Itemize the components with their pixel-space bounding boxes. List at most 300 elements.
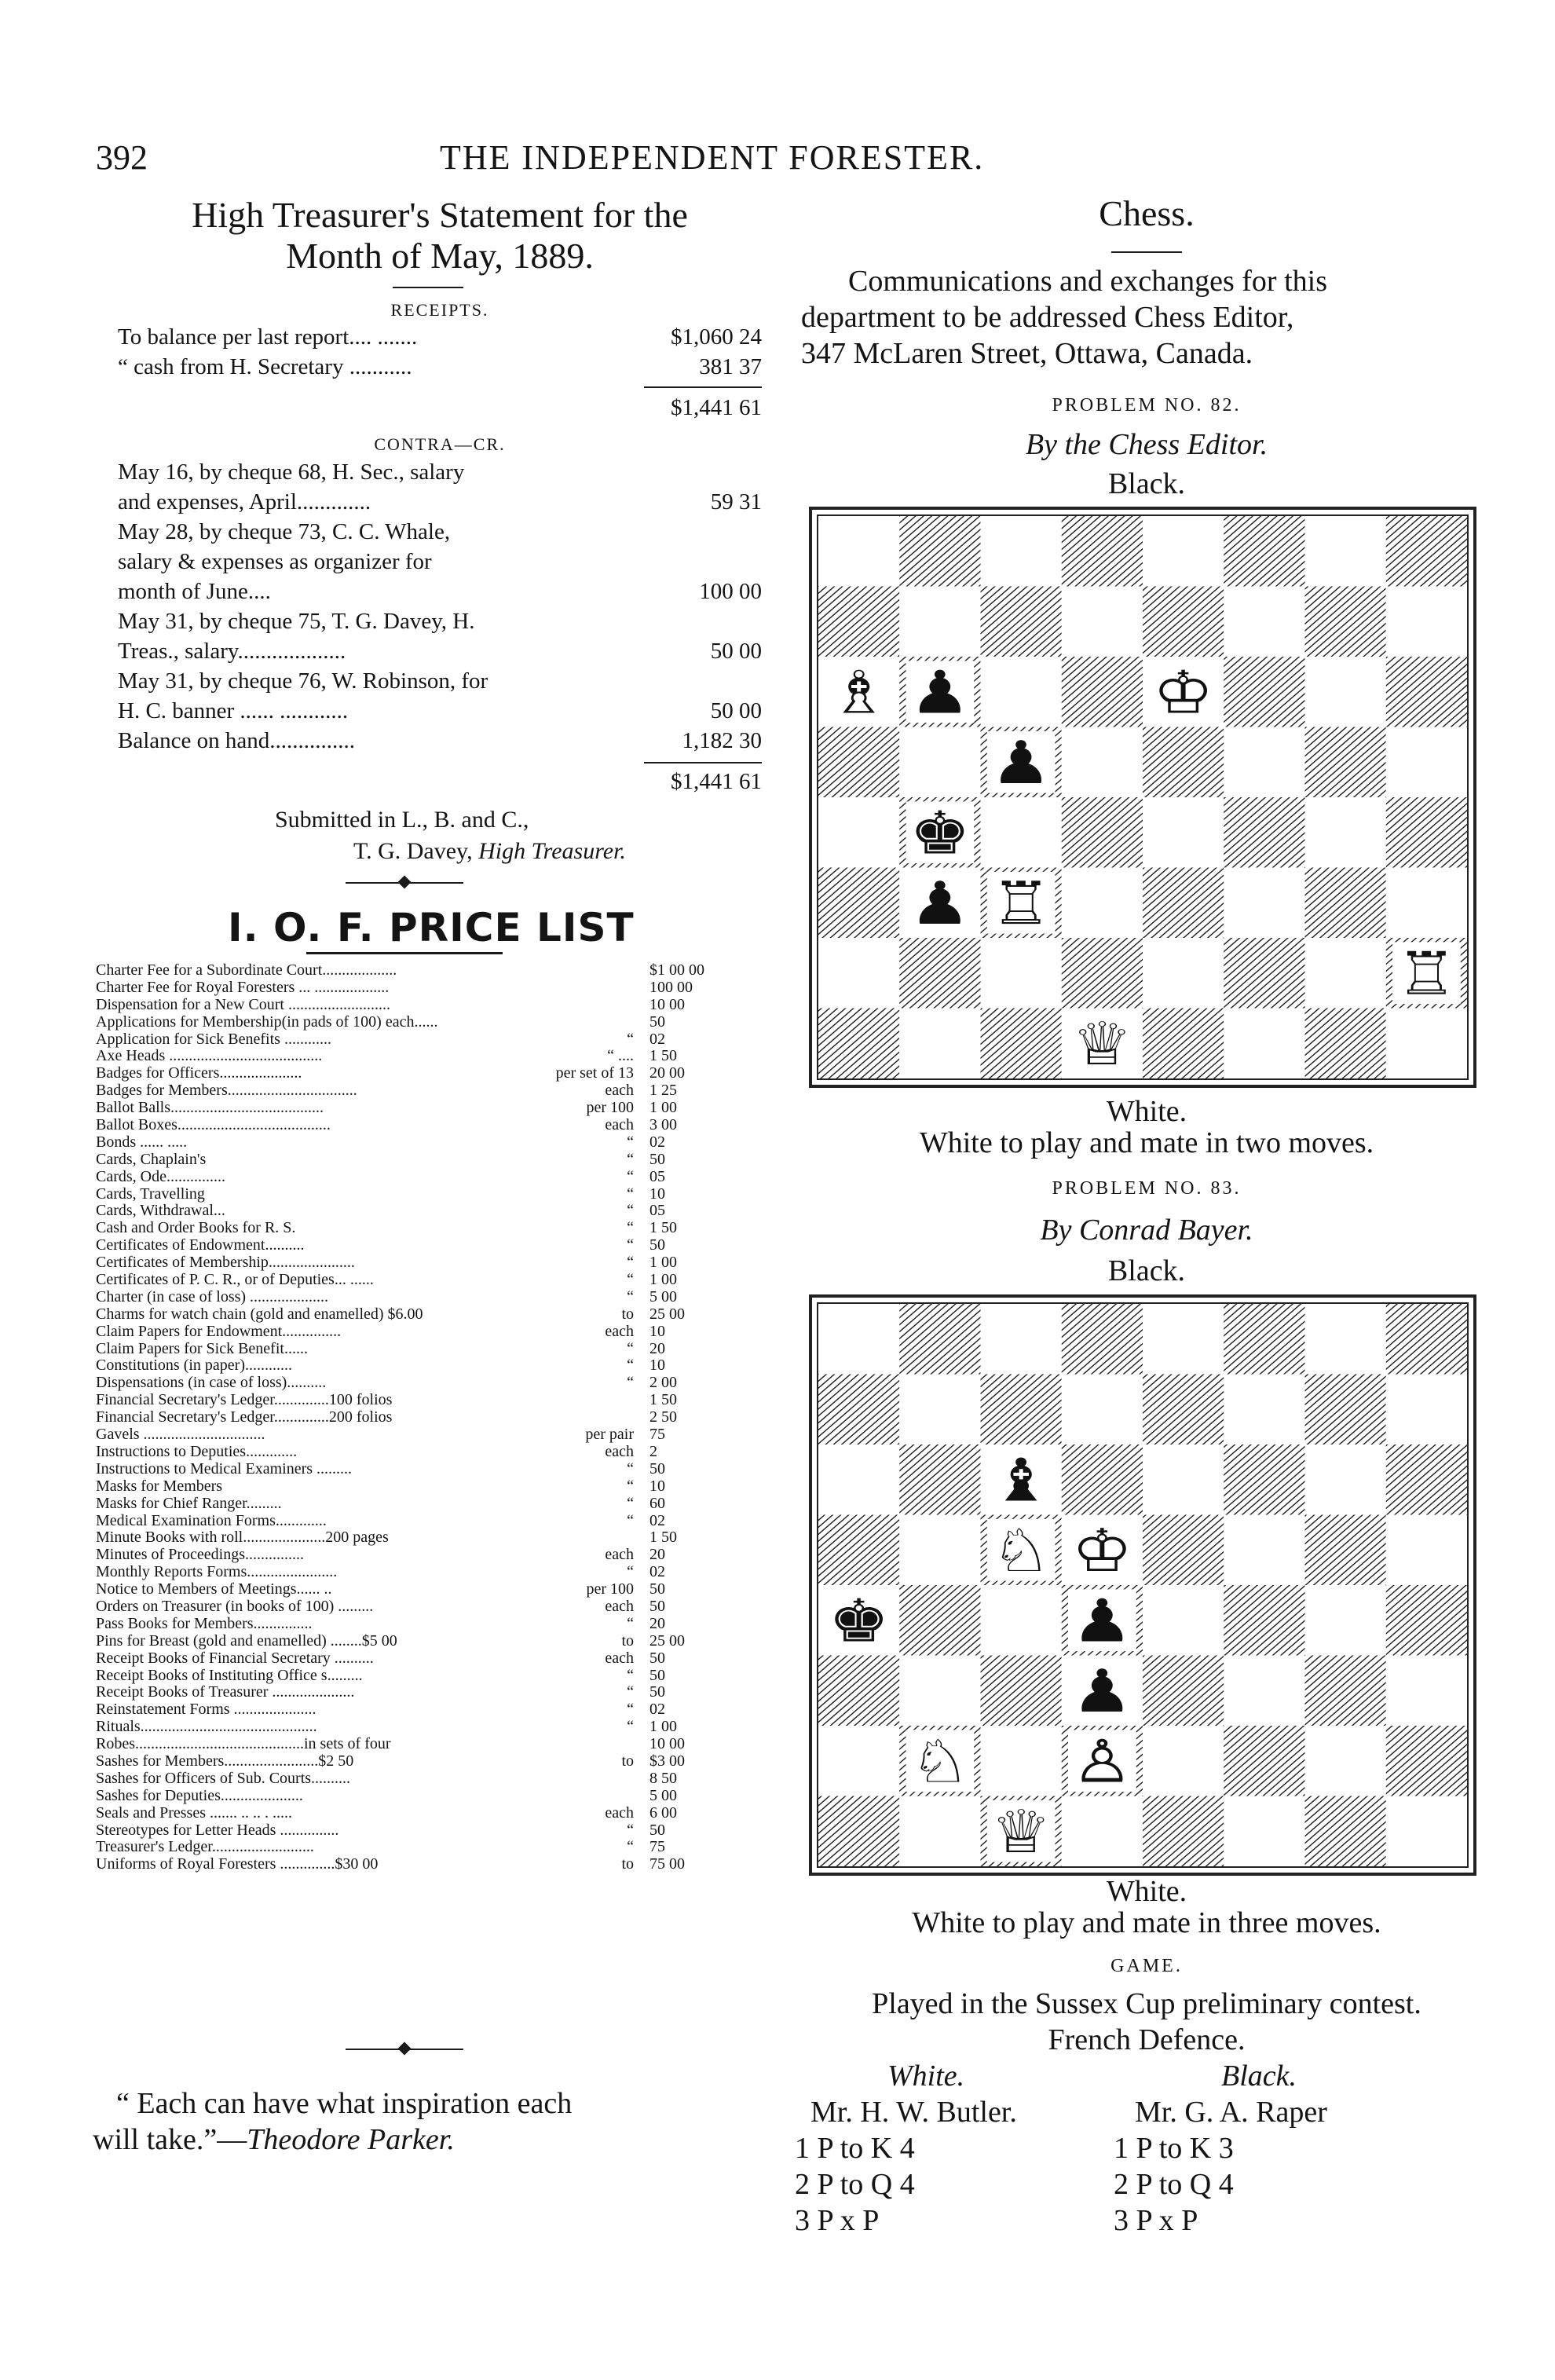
price-item-unit: each <box>605 1650 634 1667</box>
price-item-name: Gavels ............................... <box>96 1426 265 1444</box>
price-item-price: 10 <box>649 1357 665 1375</box>
contra-total-row <box>118 756 762 804</box>
dark-square <box>1143 587 1224 657</box>
price-item-name: Uniforms of Royal Foresters ..............$30 00 <box>96 1856 379 1873</box>
price-list-row <box>96 1289 736 1306</box>
price-item-unit: each <box>605 1804 634 1822</box>
price-list-row <box>96 1272 736 1289</box>
price-list-row <box>96 1805 736 1822</box>
price-list-row <box>96 1564 736 1581</box>
price-list-row <box>96 1822 736 1840</box>
page-number: 392 <box>96 138 148 177</box>
light-square <box>981 657 1062 727</box>
chess-piece: ♕ <box>1071 1010 1133 1078</box>
price-list-row <box>96 1048 736 1065</box>
price-list-title: I. O. F. PRICE LIST <box>228 905 635 950</box>
game-black-player: Mr. G. A. Raper <box>1135 2096 1327 2129</box>
statement-title-line2: Month of May, 1889. <box>286 236 594 276</box>
price-list-row <box>96 1719 736 1736</box>
price-item-price: 02 <box>649 1512 665 1529</box>
price-list-row <box>96 1306 736 1324</box>
light-square <box>899 1515 980 1586</box>
light-square <box>899 1656 980 1726</box>
price-item-name: Charms for watch chain (gold and enamelled) $6.00 <box>96 1305 423 1323</box>
dark-square <box>981 1375 1062 1445</box>
light-square <box>1305 1726 1386 1796</box>
chess-title: Chess. <box>1099 193 1195 233</box>
price-item-unit: “ <box>627 1254 634 1272</box>
price-item-unit: “ <box>627 1203 634 1220</box>
price-item-unit: “ <box>627 1133 634 1151</box>
chess-intro <box>801 263 1492 372</box>
price-item-name: Claim Papers for Endowment............... <box>96 1323 342 1340</box>
light-square <box>1305 938 1386 1009</box>
signature-title: High Treasurer. <box>478 838 626 864</box>
light-square <box>1224 868 1304 939</box>
price-item-unit: “ <box>627 1460 634 1477</box>
contra-heading: CONTRA—CR. <box>374 434 506 454</box>
dark-square <box>1062 657 1143 727</box>
light-square <box>1062 587 1143 657</box>
price-item-name: Cash and Order Books for R. S. <box>96 1220 296 1237</box>
chess-piece: ♙ <box>1071 1728 1133 1797</box>
price-item-unit: “ <box>627 1272 634 1289</box>
dark-square <box>1305 727 1386 798</box>
price-item-unit: each <box>605 1547 634 1564</box>
dark-square <box>1305 1515 1386 1586</box>
receipts-total-row <box>118 382 762 432</box>
chess-piece: ♟ <box>909 870 971 939</box>
price-item-name: Treasurer's Ledger.......................... <box>96 1839 314 1856</box>
light-square <box>1143 1444 1224 1515</box>
dark-square <box>1143 1009 1224 1079</box>
dark-square <box>1062 1304 1143 1375</box>
ornament-diamond <box>398 2042 412 2056</box>
price-item-name: Dispensation for a New Court .......................... <box>96 996 390 1013</box>
game-white-moves <box>795 2130 1125 2239</box>
light-square <box>818 938 899 1009</box>
chess-piece: ♕ <box>990 1798 1052 1866</box>
price-list-row <box>96 997 736 1014</box>
dark-square <box>1224 1444 1304 1515</box>
price-list-row <box>96 1152 736 1169</box>
price-title-underline <box>306 952 503 954</box>
price-item-price: 1 50 <box>649 1392 677 1409</box>
price-list-row <box>96 1788 736 1805</box>
problem-82-white-label: White. <box>1106 1095 1187 1128</box>
signature <box>118 836 762 867</box>
price-list-row <box>96 979 736 997</box>
light-square <box>1062 868 1143 939</box>
dark-square <box>981 1656 1062 1726</box>
price-item-name: Certificates of Endowment.......... <box>96 1237 305 1254</box>
move-white: 3 P x P <box>795 2204 880 2237</box>
light-square <box>1386 1009 1467 1079</box>
price-item-name: Certificates of P. C. R., or of Deputies... ...... <box>96 1272 374 1289</box>
running-title: THE INDEPENDENT FORESTER. <box>440 138 985 177</box>
price-item-price: $1 00 00 <box>649 962 704 979</box>
price-item-unit: per 100 <box>586 1100 634 1117</box>
dark-square <box>1386 657 1467 727</box>
price-item-price: 50 <box>649 1822 665 1839</box>
price-item-price: 3 00 <box>649 1117 677 1134</box>
price-item-name: Seals and Presses ....... .. .. . ..... <box>96 1804 292 1822</box>
light-square <box>1062 1375 1143 1445</box>
light-square <box>1224 1009 1304 1079</box>
price-item-name: Masks for Members <box>96 1477 223 1495</box>
move-black: 2 P to Q 4 <box>1114 2168 1234 2201</box>
price-item-name: Cards, Withdrawal... <box>96 1203 225 1220</box>
dark-square <box>1062 516 1143 587</box>
light-square <box>981 516 1062 587</box>
dark-square <box>1062 938 1143 1009</box>
dark-square <box>1305 1656 1386 1726</box>
price-item-name: Sashes for Members........................$2 50 <box>96 1752 354 1770</box>
price-item-price: 10 <box>649 1323 665 1340</box>
price-item-unit: to <box>621 1305 634 1323</box>
price-item-name: Pins for Breast (gold and enamelled) ........$5 00 <box>96 1632 397 1650</box>
price-item-unit: “ <box>627 1667 634 1684</box>
chess-piece: ♖ <box>1396 940 1458 1009</box>
statement-title <box>118 195 762 276</box>
light-square <box>1305 516 1386 587</box>
price-list-row <box>96 1186 736 1203</box>
quote-line1: “ Each can have what inspiration each <box>116 2087 573 2120</box>
chess-intro-line: department to be addressed Chess Editor, <box>801 301 1294 334</box>
price-item-unit: per set of 13 <box>555 1065 634 1082</box>
price-item-name: Charter Fee for Royal Foresters ... ................... <box>96 979 390 996</box>
chess-piece: ♔ <box>1071 1517 1133 1586</box>
price-list-row <box>96 1496 736 1513</box>
chess-piece: ♚ <box>909 800 971 869</box>
price-item-unit: “ <box>627 1288 634 1305</box>
light-square <box>1386 587 1467 657</box>
price-list-row <box>96 1082 736 1100</box>
light-square <box>981 1726 1062 1796</box>
price-item-price: 8 50 <box>649 1770 677 1787</box>
chess-piece: ♘ <box>990 1517 1052 1586</box>
price-item-name: Financial Secretary's Ledger..............100 folios <box>96 1392 393 1409</box>
chess-piece: ♟ <box>909 659 971 728</box>
price-list-row <box>96 1581 736 1598</box>
price-item-price: 10 00 <box>649 1736 685 1753</box>
price-item-unit: “ <box>627 1839 634 1856</box>
price-list-row <box>96 1426 736 1444</box>
price-item-price: 50 <box>649 1650 665 1667</box>
price-item-price: 2 <box>649 1443 657 1460</box>
light-square <box>981 797 1062 868</box>
price-item-price: 5 00 <box>649 1787 677 1804</box>
price-item-name: Sashes for Officers of Sub. Courts.......... <box>96 1770 351 1787</box>
total-rule <box>644 386 762 388</box>
price-list-row <box>96 1065 736 1082</box>
price-item-name: Rituals............................................. <box>96 1719 317 1736</box>
move-white: 2 P to Q 4 <box>795 2168 915 2201</box>
price-item-price: 1 00 <box>649 1254 677 1272</box>
price-list-row <box>96 1668 736 1685</box>
price-item-unit: each <box>605 1443 634 1460</box>
price-item-price: 1 00 <box>649 1719 677 1736</box>
ornament-diamond <box>398 876 412 889</box>
light-square <box>1143 516 1224 587</box>
price-item-name: Cards, Travelling <box>96 1185 205 1203</box>
price-list-row <box>96 1753 736 1770</box>
price-item-unit: per 100 <box>586 1581 634 1598</box>
dark-square <box>1143 1796 1224 1867</box>
price-item-price: 02 <box>649 1564 665 1581</box>
problem-83-caption: White to play and mate in three moves. <box>912 1906 1381 1939</box>
dark-square <box>1386 797 1467 868</box>
price-item-name: Receipt Books of Financial Secretary .......... <box>96 1650 374 1667</box>
price-list-row <box>96 1770 736 1788</box>
price-item-name: Applications for Membership(in pads of 100) each...... <box>96 1013 438 1031</box>
problem-83-author: By Conrad Bayer. <box>1040 1214 1253 1247</box>
dark-square <box>1386 1585 1467 1656</box>
price-list-row <box>96 1100 736 1117</box>
light-square <box>818 1444 899 1515</box>
dark-square <box>899 938 980 1009</box>
dark-square <box>1224 797 1304 868</box>
price-item-price: 05 <box>649 1203 665 1220</box>
price-item-name: Stereotypes for Letter Heads ............... <box>96 1822 339 1839</box>
light-square <box>1305 797 1386 868</box>
receipts-total: $1,441 61 <box>671 395 762 420</box>
price-item-price: 2 50 <box>649 1409 677 1426</box>
dark-square <box>1062 1444 1143 1515</box>
problem-83-white-label: White. <box>1106 1875 1187 1908</box>
problem-82-label: PROBLEM NO. 82. <box>1052 395 1242 416</box>
chess-intro-line: Communications and exchanges for this <box>848 265 1327 298</box>
dark-square <box>1305 587 1386 657</box>
light-square <box>1224 727 1304 798</box>
light-square <box>1143 1585 1224 1656</box>
price-item-name: Constitutions (in paper)............ <box>96 1357 292 1375</box>
price-item-unit: “ <box>627 1375 634 1392</box>
price-list-row <box>96 1547 736 1564</box>
price-item-unit: to <box>621 1856 634 1873</box>
light-square <box>818 1726 899 1796</box>
dark-square <box>818 1796 899 1867</box>
price-list-row <box>96 1203 736 1220</box>
light-square <box>1386 868 1467 939</box>
price-list-row <box>96 1375 736 1392</box>
dark-square <box>1305 1375 1386 1445</box>
price-item-name: Receipt Books of Instituting Office s......... <box>96 1667 363 1684</box>
price-list-row <box>96 1254 736 1272</box>
price-list-row <box>96 1117 736 1134</box>
light-square <box>1062 1796 1143 1867</box>
running-header <box>0 137 1555 185</box>
problem-82-caption: White to play and mate in two moves. <box>919 1126 1374 1159</box>
price-item-unit: “ <box>627 1701 634 1719</box>
dark-square <box>1224 657 1304 727</box>
light-square <box>1143 797 1224 868</box>
contra-list <box>118 457 762 756</box>
price-item-name: Bonds ...... ..... <box>96 1133 188 1151</box>
quote <box>93 2085 768 2158</box>
light-square <box>981 938 1062 1009</box>
contra-entry: May 28, by cheque 73, C. C. Whale, salary & expenses as organizer for month of June.... 100 00 <box>118 519 762 604</box>
contra-entry: May 31, by cheque 75, T. G. Davey, H. Treas., salary................... 50 00 <box>118 609 762 664</box>
price-list-row <box>96 1357 736 1375</box>
price-list-row <box>96 1478 736 1496</box>
total-rule <box>644 762 762 763</box>
price-list-row <box>96 1392 736 1409</box>
chess-piece: ♟ <box>1071 1657 1133 1726</box>
dark-square <box>818 868 899 939</box>
receipt-row: “ cash from H. Secretary ........... 381 37 <box>118 354 762 379</box>
dark-square <box>1386 516 1467 587</box>
light-square <box>1386 1375 1467 1445</box>
contra-total: $1,441 61 <box>671 769 762 794</box>
dark-square <box>1224 516 1304 587</box>
dark-square <box>981 587 1062 657</box>
price-item-name: Certificates of Membership...................... <box>96 1254 355 1272</box>
game-line2: French Defence. <box>1048 2023 1246 2056</box>
price-item-unit: “ <box>627 1684 634 1701</box>
price-item-name: Masks for Chief Ranger......... <box>96 1495 282 1512</box>
light-square <box>1305 1585 1386 1656</box>
dark-square <box>1143 868 1224 939</box>
light-square <box>1143 1726 1224 1796</box>
price-item-name: Dispensations (in case of loss).......... <box>96 1375 327 1392</box>
price-item-name: Monthly Reports Forms....................... <box>96 1564 338 1581</box>
price-list-row <box>96 1684 736 1701</box>
chess-piece: ♚ <box>828 1587 890 1657</box>
light-square <box>899 1796 980 1867</box>
price-item-unit: “ <box>627 1719 634 1736</box>
chess-piece: ♗ <box>828 659 890 728</box>
dark-square <box>818 1375 899 1445</box>
price-list-row <box>96 1633 736 1650</box>
dark-square <box>818 1009 899 1079</box>
price-list-row <box>96 1529 736 1547</box>
price-item-price: 75 00 <box>649 1856 685 1873</box>
price-item-price: 20 <box>649 1615 665 1632</box>
price-item-price: 2 00 <box>649 1375 677 1392</box>
price-list-row <box>96 962 736 979</box>
light-square <box>1143 938 1224 1009</box>
price-item-price: 50 <box>649 1151 665 1168</box>
light-square <box>1062 727 1143 798</box>
light-square <box>1224 1375 1304 1445</box>
move-black: 1 P to K 3 <box>1114 2132 1234 2165</box>
price-list-row <box>96 1444 736 1461</box>
price-item-price: 02 <box>649 1133 665 1151</box>
price-item-unit: “ <box>627 1615 634 1632</box>
price-item-price: 60 <box>649 1495 665 1512</box>
price-item-name: Medical Examination Forms............. <box>96 1512 327 1529</box>
price-list-row <box>96 1134 736 1152</box>
price-item-unit: each <box>605 1598 634 1615</box>
light-square <box>1305 1304 1386 1375</box>
chess-piece: ♔ <box>1152 659 1214 728</box>
price-item-unit: “ <box>627 1495 634 1512</box>
contra-entry: May 31, by cheque 76, W. Robinson, for H. C. banner ...... ............ 50 00 <box>118 668 762 723</box>
light-square <box>818 516 899 587</box>
game-label: GAME. <box>1110 1956 1183 1976</box>
price-item-name: Pass Books for Members............... <box>96 1615 313 1632</box>
chess-piece: ♖ <box>990 870 1052 939</box>
chess-piece: ♟ <box>1071 1587 1133 1657</box>
dark-square <box>1305 868 1386 939</box>
price-item-name: Application for Sick Benefits ............ <box>96 1031 331 1048</box>
dark-square <box>818 1656 899 1726</box>
price-item-price: 50 <box>649 1684 665 1701</box>
price-item-price: 20 <box>649 1547 665 1564</box>
dark-square <box>1143 1515 1224 1586</box>
chess-board-83 <box>809 1294 1476 1876</box>
price-item-unit: “ <box>627 1340 634 1357</box>
price-list-row <box>96 1598 736 1616</box>
chess-intro-line: 347 McLaren Street, Ottawa, Canada. <box>801 337 1253 370</box>
price-item-price: 6 00 <box>649 1804 677 1822</box>
dark-square <box>818 587 899 657</box>
contra-entry: May 16, by cheque 68, H. Sec., salary and expenses, April............. 59 31 <box>118 460 762 514</box>
signature-name: T. G. Davey, <box>353 838 473 864</box>
price-list-row <box>96 1616 736 1633</box>
price-list <box>96 962 736 1873</box>
price-list-row <box>96 1701 736 1719</box>
dark-square <box>981 1009 1062 1079</box>
dark-square <box>1305 1796 1386 1867</box>
price-item-unit: each <box>605 1323 634 1340</box>
contra-entry: Balance on hand............... 1,182 30 <box>118 728 762 753</box>
price-item-unit: “ <box>627 1031 634 1048</box>
light-square <box>1305 657 1386 727</box>
price-item-price: 50 <box>649 1460 665 1477</box>
submitted-line: Submitted in L., B. and C., <box>275 807 529 833</box>
light-square <box>899 1009 980 1079</box>
dark-square <box>1224 938 1304 1009</box>
chess-piece: ♝ <box>990 1447 1052 1516</box>
statement-body <box>118 298 762 867</box>
price-item-name: Reinstatement Forms ..................... <box>96 1701 316 1719</box>
light-square <box>899 727 980 798</box>
price-item-price: 1 50 <box>649 1048 677 1065</box>
dark-square <box>1386 1726 1467 1796</box>
price-item-unit: “ <box>627 1822 634 1839</box>
dark-square <box>1143 727 1224 798</box>
price-item-price: 10 <box>649 1185 665 1203</box>
price-item-name: Charter Fee for a Subordinate Court................... <box>96 962 397 979</box>
price-item-unit: “ <box>627 1151 634 1168</box>
price-list-row <box>96 1237 736 1254</box>
price-item-unit: to <box>621 1632 634 1650</box>
game-white-player: Mr. H. W. Butler. <box>810 2096 1017 2129</box>
light-square <box>899 587 980 657</box>
price-item-name: Charter (in case of loss) .................... <box>96 1288 329 1305</box>
price-list-row <box>96 1461 736 1478</box>
receipts-list <box>118 322 762 382</box>
price-item-name: Claim Papers for Sick Benefit...... <box>96 1340 308 1357</box>
move-white: 1 P to K 4 <box>795 2132 915 2165</box>
dark-square <box>1062 797 1143 868</box>
price-item-unit: to <box>621 1752 634 1770</box>
chess-piece: ♟ <box>990 729 1052 798</box>
price-item-price: 10 <box>649 1477 665 1495</box>
price-item-name: Minute Books with roll.....................200 pages <box>96 1529 389 1547</box>
dark-square <box>1143 1375 1224 1445</box>
price-item-unit: “ <box>627 1168 634 1185</box>
price-list-row <box>96 1839 736 1856</box>
problem-82-black-label: Black. <box>1107 467 1186 500</box>
price-item-price: 75 <box>649 1839 665 1856</box>
chess-piece: ♘ <box>909 1728 971 1797</box>
price-item-name: Instructions to Medical Examiners ......... <box>96 1460 353 1477</box>
price-item-name: Notice to Members of Meetings...... .. <box>96 1581 332 1598</box>
price-list-row <box>96 1341 736 1358</box>
